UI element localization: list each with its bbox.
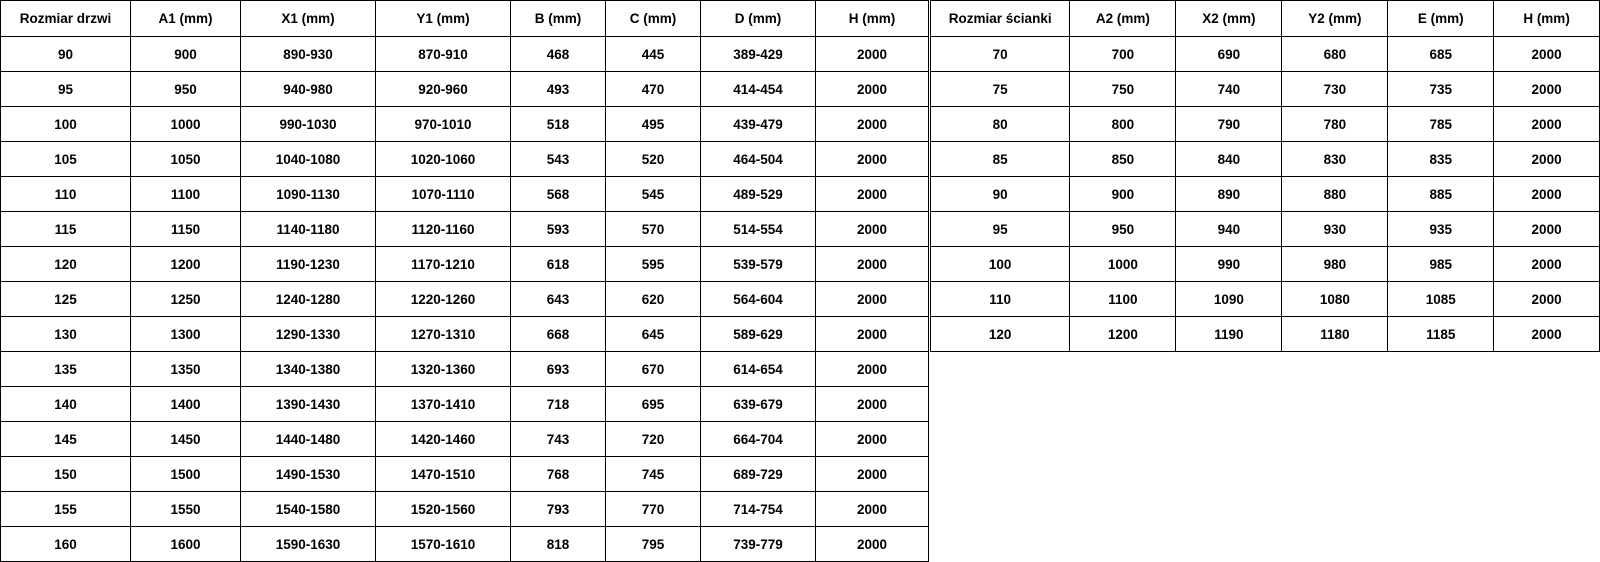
table-cell: 990 bbox=[1176, 247, 1282, 282]
table-cell: 85 bbox=[931, 142, 1070, 177]
table-cell: 1070-1110 bbox=[376, 177, 511, 212]
table-row bbox=[1, 72, 929, 107]
doors-table-body bbox=[1, 37, 929, 562]
table-cell: 835 bbox=[1388, 142, 1494, 177]
table-cell: 414-454 bbox=[701, 72, 816, 107]
table-cell: 1320-1360 bbox=[376, 352, 511, 387]
table-cell: 985 bbox=[1388, 247, 1494, 282]
doors-column-header: B (mm) bbox=[511, 1, 606, 37]
table-cell: 680 bbox=[1282, 37, 1388, 72]
table-cell: 470 bbox=[606, 72, 701, 107]
table-cell: 1390-1430 bbox=[241, 387, 376, 422]
table-cell: 120 bbox=[1, 247, 131, 282]
table-row bbox=[1, 422, 929, 457]
table-cell: 468 bbox=[511, 37, 606, 72]
doors-column-header: Rozmiar drzwi bbox=[1, 1, 131, 37]
walls-dimensions-table bbox=[930, 0, 1600, 352]
table-cell: 90 bbox=[1, 37, 131, 72]
table-cell: 1140-1180 bbox=[241, 212, 376, 247]
table-header-row bbox=[1, 1, 929, 37]
table-row bbox=[931, 247, 1600, 282]
table-cell: 150 bbox=[1, 457, 131, 492]
table-cell: 110 bbox=[1, 177, 131, 212]
walls-column-header: A2 (mm) bbox=[1070, 1, 1176, 37]
table-cell: 689-729 bbox=[701, 457, 816, 492]
table-cell: 125 bbox=[1, 282, 131, 317]
table-cell: 1400 bbox=[131, 387, 241, 422]
table-cell: 1090 bbox=[1176, 282, 1282, 317]
table-cell: 664-704 bbox=[701, 422, 816, 457]
table-cell: 980 bbox=[1282, 247, 1388, 282]
table-cell: 1100 bbox=[1070, 282, 1176, 317]
table-cell: 850 bbox=[1070, 142, 1176, 177]
table-cell: 1290-1330 bbox=[241, 317, 376, 352]
table-cell: 564-604 bbox=[701, 282, 816, 317]
table-cell: 685 bbox=[1388, 37, 1494, 72]
table-cell: 990-1030 bbox=[241, 107, 376, 142]
table-cell: 1300 bbox=[131, 317, 241, 352]
table-cell: 115 bbox=[1, 212, 131, 247]
table-row bbox=[1, 212, 929, 247]
doors-column-header: X1 (mm) bbox=[241, 1, 376, 37]
table-row bbox=[1, 527, 929, 562]
table-cell: 940-980 bbox=[241, 72, 376, 107]
table-cell: 2000 bbox=[816, 107, 929, 142]
table-cell: 110 bbox=[931, 282, 1070, 317]
table-header-row bbox=[931, 1, 1600, 37]
table-cell: 900 bbox=[1070, 177, 1176, 212]
table-cell: 2000 bbox=[816, 212, 929, 247]
table-cell: 785 bbox=[1388, 107, 1494, 142]
table-cell: 1170-1210 bbox=[376, 247, 511, 282]
table-cell: 1220-1260 bbox=[376, 282, 511, 317]
table-cell: 1050 bbox=[131, 142, 241, 177]
table-cell: 95 bbox=[1, 72, 131, 107]
table-cell: 1180 bbox=[1282, 317, 1388, 352]
table-cell: 120 bbox=[931, 317, 1070, 352]
table-cell: 743 bbox=[511, 422, 606, 457]
table-cell: 730 bbox=[1282, 72, 1388, 107]
table-cell: 793 bbox=[511, 492, 606, 527]
table-cell: 720 bbox=[606, 422, 701, 457]
table-cell: 1270-1310 bbox=[376, 317, 511, 352]
table-cell: 2000 bbox=[816, 317, 929, 352]
table-cell: 2000 bbox=[816, 177, 929, 212]
table-cell: 595 bbox=[606, 247, 701, 282]
table-cell: 2000 bbox=[1494, 37, 1600, 72]
table-cell: 100 bbox=[1, 107, 131, 142]
table-cell: 885 bbox=[1388, 177, 1494, 212]
table-cell: 620 bbox=[606, 282, 701, 317]
table-cell: 100 bbox=[931, 247, 1070, 282]
table-cell: 2000 bbox=[816, 37, 929, 72]
walls-column-header: Y2 (mm) bbox=[1282, 1, 1388, 37]
table-cell: 520 bbox=[606, 142, 701, 177]
table-cell: 870-910 bbox=[376, 37, 511, 72]
table-cell: 1340-1380 bbox=[241, 352, 376, 387]
table-cell: 2000 bbox=[816, 72, 929, 107]
table-cell: 750 bbox=[1070, 72, 1176, 107]
table-cell: 830 bbox=[1282, 142, 1388, 177]
table-cell: 105 bbox=[1, 142, 131, 177]
table-cell: 1020-1060 bbox=[376, 142, 511, 177]
table-cell: 2000 bbox=[1494, 317, 1600, 352]
table-cell: 1450 bbox=[131, 422, 241, 457]
table-cell: 543 bbox=[511, 142, 606, 177]
table-cell: 1090-1130 bbox=[241, 177, 376, 212]
table-cell: 735 bbox=[1388, 72, 1494, 107]
walls-table-header bbox=[931, 1, 1600, 37]
table-cell: 795 bbox=[606, 527, 701, 562]
table-cell: 2000 bbox=[816, 457, 929, 492]
table-cell: 1085 bbox=[1388, 282, 1494, 317]
table-cell: 639-679 bbox=[701, 387, 816, 422]
table-cell: 593 bbox=[511, 212, 606, 247]
table-cell: 618 bbox=[511, 247, 606, 282]
table-cell: 840 bbox=[1176, 142, 1282, 177]
table-cell: 970-1010 bbox=[376, 107, 511, 142]
table-cell: 1420-1460 bbox=[376, 422, 511, 457]
table-cell: 2000 bbox=[816, 282, 929, 317]
table-cell: 160 bbox=[1, 527, 131, 562]
doors-column-header: D (mm) bbox=[701, 1, 816, 37]
walls-column-header: X2 (mm) bbox=[1176, 1, 1282, 37]
table-cell: 495 bbox=[606, 107, 701, 142]
walls-column-header: H (mm) bbox=[1494, 1, 1600, 37]
table-cell: 1350 bbox=[131, 352, 241, 387]
table-row bbox=[1, 107, 929, 142]
table-cell: 135 bbox=[1, 352, 131, 387]
table-cell: 890-930 bbox=[241, 37, 376, 72]
doors-column-header: Y1 (mm) bbox=[376, 1, 511, 37]
table-cell: 1200 bbox=[131, 247, 241, 282]
table-cell: 589-629 bbox=[701, 317, 816, 352]
table-row bbox=[1, 37, 929, 72]
table-cell: 439-479 bbox=[701, 107, 816, 142]
table-cell: 1080 bbox=[1282, 282, 1388, 317]
table-cell: 740 bbox=[1176, 72, 1282, 107]
table-cell: 1150 bbox=[131, 212, 241, 247]
table-row bbox=[931, 107, 1600, 142]
table-cell: 1600 bbox=[131, 527, 241, 562]
table-row bbox=[931, 282, 1600, 317]
table-cell: 645 bbox=[606, 317, 701, 352]
table-row bbox=[931, 37, 1600, 72]
doors-column-header: A1 (mm) bbox=[131, 1, 241, 37]
table-cell: 668 bbox=[511, 317, 606, 352]
table-row bbox=[1, 317, 929, 352]
table-cell: 464-504 bbox=[701, 142, 816, 177]
table-cell: 568 bbox=[511, 177, 606, 212]
table-cell: 768 bbox=[511, 457, 606, 492]
table-cell: 614-654 bbox=[701, 352, 816, 387]
table-cell: 489-529 bbox=[701, 177, 816, 212]
table-cell: 700 bbox=[1070, 37, 1176, 72]
table-cell: 935 bbox=[1388, 212, 1494, 247]
table-row bbox=[931, 72, 1600, 107]
table-cell: 570 bbox=[606, 212, 701, 247]
table-cell: 2000 bbox=[1494, 282, 1600, 317]
table-cell: 445 bbox=[606, 37, 701, 72]
table-cell: 670 bbox=[606, 352, 701, 387]
table-cell: 718 bbox=[511, 387, 606, 422]
table-cell: 818 bbox=[511, 527, 606, 562]
table-cell: 2000 bbox=[816, 387, 929, 422]
table-cell: 745 bbox=[606, 457, 701, 492]
table-row bbox=[1, 457, 929, 492]
table-cell: 690 bbox=[1176, 37, 1282, 72]
table-cell: 900 bbox=[131, 37, 241, 72]
table-cell: 95 bbox=[931, 212, 1070, 247]
table-cell: 930 bbox=[1282, 212, 1388, 247]
table-cell: 2000 bbox=[1494, 72, 1600, 107]
table-row bbox=[1, 247, 929, 282]
table-cell: 1540-1580 bbox=[241, 492, 376, 527]
table-cell: 75 bbox=[931, 72, 1070, 107]
table-cell: 70 bbox=[931, 37, 1070, 72]
table-row bbox=[1, 352, 929, 387]
table-cell: 90 bbox=[931, 177, 1070, 212]
table-cell: 1370-1410 bbox=[376, 387, 511, 422]
table-row bbox=[931, 177, 1600, 212]
table-row bbox=[931, 212, 1600, 247]
table-cell: 155 bbox=[1, 492, 131, 527]
table-cell: 920-960 bbox=[376, 72, 511, 107]
table-cell: 693 bbox=[511, 352, 606, 387]
table-cell: 493 bbox=[511, 72, 606, 107]
table-row bbox=[1, 177, 929, 212]
table-cell: 1000 bbox=[1070, 247, 1176, 282]
table-row bbox=[931, 317, 1600, 352]
table-cell: 739-779 bbox=[701, 527, 816, 562]
doors-column-header: H (mm) bbox=[816, 1, 929, 37]
table-cell: 770 bbox=[606, 492, 701, 527]
table-cell: 950 bbox=[1070, 212, 1176, 247]
table-cell: 1520-1560 bbox=[376, 492, 511, 527]
table-cell: 800 bbox=[1070, 107, 1176, 142]
table-cell: 518 bbox=[511, 107, 606, 142]
table-cell: 2000 bbox=[1494, 247, 1600, 282]
walls-column-header: E (mm) bbox=[1388, 1, 1494, 37]
table-cell: 1590-1630 bbox=[241, 527, 376, 562]
table-cell: 514-554 bbox=[701, 212, 816, 247]
table-row bbox=[1, 282, 929, 317]
walls-table-body bbox=[931, 37, 1600, 352]
table-cell: 695 bbox=[606, 387, 701, 422]
table-cell: 1190-1230 bbox=[241, 247, 376, 282]
table-cell: 1490-1530 bbox=[241, 457, 376, 492]
table-cell: 130 bbox=[1, 317, 131, 352]
table-row bbox=[1, 492, 929, 527]
table-cell: 2000 bbox=[816, 247, 929, 282]
doors-column-header: C (mm) bbox=[606, 1, 701, 37]
table-cell: 890 bbox=[1176, 177, 1282, 212]
table-cell: 545 bbox=[606, 177, 701, 212]
table-cell: 1100 bbox=[131, 177, 241, 212]
table-row bbox=[931, 142, 1600, 177]
table-cell: 950 bbox=[131, 72, 241, 107]
table-cell: 539-579 bbox=[701, 247, 816, 282]
table-cell: 880 bbox=[1282, 177, 1388, 212]
walls-column-header: Rozmiar ścianki bbox=[931, 1, 1070, 37]
table-cell: 1250 bbox=[131, 282, 241, 317]
table-cell: 1000 bbox=[131, 107, 241, 142]
table-cell: 145 bbox=[1, 422, 131, 457]
table-cell: 714-754 bbox=[701, 492, 816, 527]
table-row bbox=[1, 142, 929, 177]
table-cell: 1120-1160 bbox=[376, 212, 511, 247]
table-cell: 140 bbox=[1, 387, 131, 422]
table-cell: 1190 bbox=[1176, 317, 1282, 352]
table-cell: 1570-1610 bbox=[376, 527, 511, 562]
table-cell: 2000 bbox=[1494, 177, 1600, 212]
table-cell: 1470-1510 bbox=[376, 457, 511, 492]
table-cell: 2000 bbox=[1494, 212, 1600, 247]
table-cell: 790 bbox=[1176, 107, 1282, 142]
table-cell: 389-429 bbox=[701, 37, 816, 72]
table-cell: 2000 bbox=[816, 352, 929, 387]
table-cell: 1040-1080 bbox=[241, 142, 376, 177]
table-cell: 643 bbox=[511, 282, 606, 317]
table-cell: 1500 bbox=[131, 457, 241, 492]
table-cell: 1185 bbox=[1388, 317, 1494, 352]
doors-table-header bbox=[1, 1, 929, 37]
walls-table-container bbox=[930, 0, 1600, 352]
table-cell: 2000 bbox=[816, 492, 929, 527]
table-cell: 2000 bbox=[816, 142, 929, 177]
table-cell: 1240-1280 bbox=[241, 282, 376, 317]
table-cell: 2000 bbox=[816, 527, 929, 562]
table-cell: 2000 bbox=[1494, 107, 1600, 142]
table-row bbox=[1, 387, 929, 422]
table-cell: 1440-1480 bbox=[241, 422, 376, 457]
table-cell: 2000 bbox=[816, 422, 929, 457]
table-cell: 2000 bbox=[1494, 142, 1600, 177]
table-cell: 80 bbox=[931, 107, 1070, 142]
table-cell: 1200 bbox=[1070, 317, 1176, 352]
table-cell: 1550 bbox=[131, 492, 241, 527]
table-cell: 780 bbox=[1282, 107, 1388, 142]
table-cell: 940 bbox=[1176, 212, 1282, 247]
